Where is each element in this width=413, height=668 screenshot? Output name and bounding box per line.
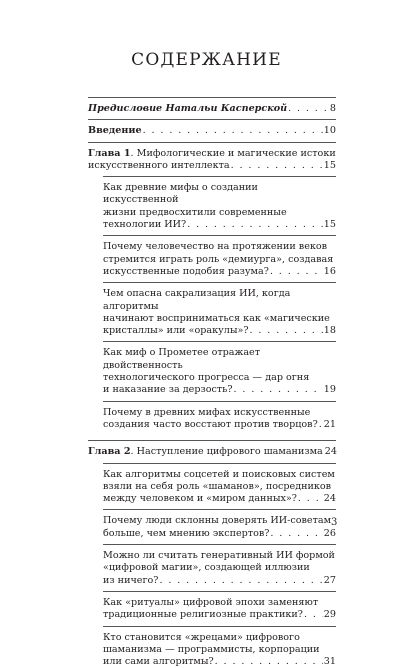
- entry-title: Предисловие Натальи Касперской: [88, 103, 287, 115]
- divider: [88, 142, 336, 143]
- table-of-contents: [88, 93, 336, 668]
- page-ref: 26: [324, 528, 336, 540]
- page-ref: 18: [324, 325, 336, 337]
- divider: [103, 626, 336, 627]
- toc-entry-intro[interactable]: [88, 125, 336, 137]
- toc-entry-section[interactable]: Почему люди склонны доверять ИИ-советам больше, чем мнению экспертов? . . . 26: [88, 515, 336, 540]
- divider: [88, 97, 336, 98]
- divider: [103, 591, 336, 592]
- toc-entry-section[interactable]: Почему в древних мифах искусственные создания часто восстают против творцов? . . . 21: [88, 407, 336, 432]
- chapter-label: Глава 2: [88, 446, 131, 457]
- toc-entry-section[interactable]: Почему человечество на протяжении веков стремится играть роль «демиурга», создавая искусственные подобия разума? . . . 16: [88, 241, 336, 278]
- toc-entry-chapter-2[interactable]: [88, 446, 336, 458]
- entry-title: Введение: [88, 125, 142, 137]
- toc-entry-chapter-1[interactable]: Глава 1. Мифологические и магические истоки искусственного интеллекта . . . 15: [88, 148, 336, 173]
- chapter-title: . Мифологические и магические истоки: [131, 148, 336, 159]
- chapter-title: . Наступление цифрового шаманизма: [131, 446, 323, 457]
- page-ref: 19: [324, 384, 336, 396]
- page-ref: 15: [324, 219, 336, 231]
- divider: [103, 463, 336, 464]
- chapter-label: Глава 1: [88, 148, 131, 159]
- toc-entry-preface[interactable]: [88, 103, 336, 115]
- divider: [103, 401, 336, 402]
- page-ref: 10: [324, 125, 336, 137]
- divider: [103, 341, 336, 342]
- page-ref: 21: [324, 419, 336, 431]
- toc-entry-section[interactable]: Как древние мифы о создании искусственной жизни предвосхитили современные технологии ИИ? . . . 15: [88, 182, 336, 231]
- page-title: СОДЕРЖАНИЕ: [0, 50, 413, 70]
- divider: [88, 440, 336, 441]
- page-ref: 29: [324, 609, 336, 621]
- toc-entry-section[interactable]: Кто становится «жрецами» цифрового шаманизма — программисты, корпорации или сами алгоритмы? . . . 31: [88, 632, 336, 668]
- page-ref: 31: [324, 656, 336, 668]
- page-ref: 24: [324, 493, 336, 505]
- page-number: 3: [331, 517, 337, 528]
- divider: [103, 509, 336, 510]
- toc-entry-section[interactable]: Как «ритуалы» цифровой эпохи заменяют традиционные религиозные практики? . . . 29: [88, 597, 336, 622]
- divider: [103, 176, 336, 177]
- divider: [103, 282, 336, 283]
- page-ref: 16: [324, 266, 336, 278]
- page-ref: 24: [325, 446, 337, 458]
- page-ref: 15: [324, 160, 336, 172]
- divider: [103, 544, 336, 545]
- divider: [103, 235, 336, 236]
- toc-entry-section[interactable]: Как миф о Прометее отражает двойственность технологического прогресса — дар огня и наказание за дерзость? . . . 19: [88, 347, 336, 396]
- page-ref: 27: [324, 575, 336, 587]
- toc-entry-section[interactable]: Чем опасна сакрализация ИИ, когда алгоритмы начинают восприниматься как «магические кристаллы» или «оракулы»? . . . 18: [88, 288, 336, 337]
- toc-entry-section[interactable]: Можно ли считать генеративный ИИ формой «цифровой магии», создающей иллюзии из ничего? . . . 27: [88, 550, 336, 587]
- page-ref: 8: [330, 103, 336, 115]
- divider: [88, 119, 336, 120]
- toc-entry-section[interactable]: Как алгоритмы соцсетей и поисковых систем взяли на себя роль «шаманов», посредников между человеком и «миром данных»? . . . 24: [88, 469, 336, 506]
